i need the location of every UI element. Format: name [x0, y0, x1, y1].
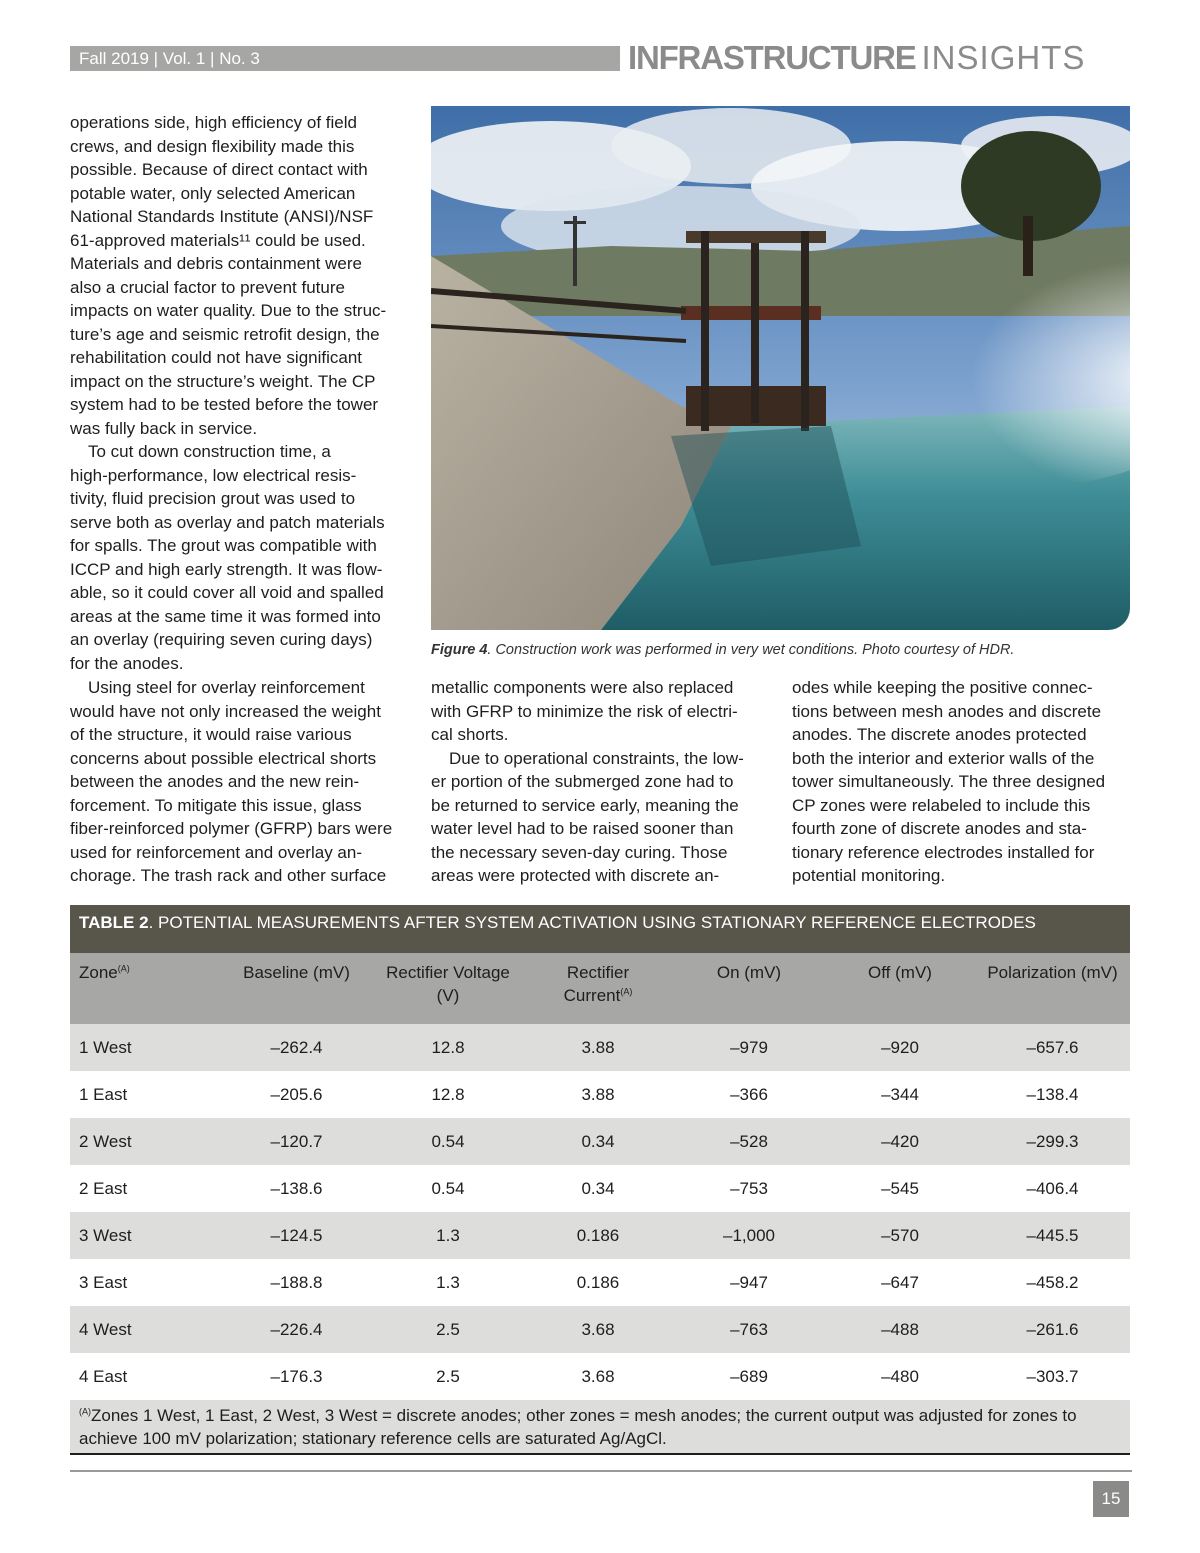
table-cell: –979	[673, 1024, 825, 1071]
text-line: areas were protected with discrete an-	[431, 866, 720, 885]
text-line: concerns about possible electrical shorts	[70, 748, 377, 768]
measurements-table	[70, 953, 1130, 1400]
table-row	[70, 1212, 1130, 1259]
text-line: ture’s age and seismic retrofit design, the	[70, 324, 380, 344]
table-cell: –120.7	[220, 1118, 373, 1165]
table-cell: 1.3	[373, 1212, 523, 1259]
header-rectifier-current: Rectifier Current$^{(A)}$	[523, 953, 673, 1024]
text-line: chorage. The trash rack and other surface	[70, 866, 387, 885]
table-cell: –689	[673, 1353, 825, 1400]
text-line: tower simultaneously. The three designed	[792, 772, 1106, 791]
table-row	[70, 1118, 1130, 1165]
table-title	[70, 905, 1130, 953]
table-header-row	[70, 953, 1130, 1024]
table-cell: –138.6	[220, 1165, 373, 1212]
table-cell: –262.4	[220, 1024, 373, 1071]
table-cell: 3.68	[523, 1306, 673, 1353]
text-line: for spalls. The grout was compatible with	[70, 536, 377, 555]
text-line: of the structure, it would raise various	[70, 725, 352, 744]
text-line: er portion of the submerged zone had to	[431, 772, 734, 791]
table-row	[70, 1024, 1130, 1071]
table-cell: –545	[825, 1165, 975, 1212]
table-cell: 0.54	[373, 1165, 523, 1212]
text-line: would have not only increased the weight	[70, 701, 381, 721]
table-cell: 0.54	[373, 1118, 523, 1165]
table-cell: 0.34	[523, 1118, 673, 1165]
text-line: serve both as overlay and patch materials	[70, 512, 385, 532]
table-cell: –420	[825, 1118, 975, 1165]
text-line: fiber-reinforced polymer (GFRP) bars were	[70, 819, 393, 838]
header-off: Off (mV)	[825, 953, 975, 1024]
table-cell: 3.88	[523, 1071, 673, 1118]
text-line: cal shorts.	[431, 725, 509, 744]
header-baseline: Baseline (mV)	[220, 953, 373, 1024]
table-row	[70, 1306, 1130, 1353]
text-line: with GFRP to minimize the risk of electri-	[431, 701, 738, 721]
text-line: for the anodes.	[70, 653, 184, 673]
table-cell: 4 West	[70, 1306, 220, 1353]
text-line: tivity, fluid precision grout was used to	[70, 489, 356, 508]
text-line: Using steel for overlay reinforcement	[88, 678, 365, 697]
text-line: forcement. To mitigate this issue, glass	[70, 795, 362, 815]
text-line: high-performance, low electrical resis-	[70, 465, 357, 485]
text-line: To cut down construction time, a	[88, 442, 331, 461]
table-title-text: . POTENTIAL MEASUREMENTS AFTER SYSTEM ACTIVATION USING STATIONARY REFERENCE ELECTRODES	[148, 913, 1036, 932]
table-cell: –528	[673, 1118, 825, 1165]
table-cell: –188.8	[220, 1259, 373, 1306]
text-line: metallic components were also replaced	[431, 678, 734, 697]
text-line: tionary reference electrodes installed for	[792, 842, 1095, 862]
left-column-bottom	[70, 676, 415, 888]
table-cell: 2.5	[373, 1306, 523, 1353]
text-line: possible. Because of direct contact with	[70, 160, 368, 179]
table-cell: 12.8	[373, 1071, 523, 1118]
table-title-label: TABLE 2	[79, 913, 149, 932]
header-on: On (mV)	[673, 953, 825, 1024]
text-line: an overlay (requiring seven curing days)	[70, 630, 373, 649]
table-row	[70, 1165, 1130, 1212]
text-line: potable water, only selected American	[70, 183, 356, 203]
text-line: between the anodes and the new rein-	[70, 772, 360, 791]
text-line: 61-approved materials¹¹ could be used.	[70, 230, 366, 250]
table-cell: 3 West	[70, 1212, 220, 1259]
table-cell: –205.6	[220, 1071, 373, 1118]
footer-rule	[70, 1470, 1132, 1472]
table-cell: –1,000	[673, 1212, 825, 1259]
page-number: 15	[1093, 1481, 1129, 1517]
table-cell: 2 West	[70, 1118, 220, 1165]
table-cell: 3.68	[523, 1353, 673, 1400]
table-cell: 3.88	[523, 1024, 673, 1071]
table-cell: 2.5	[373, 1353, 523, 1400]
text-line: odes while keeping the positive connec-	[792, 678, 1093, 697]
table-cell: –261.6	[975, 1306, 1130, 1353]
right-column	[792, 676, 1132, 888]
table-cell: –488	[825, 1306, 975, 1353]
text-line: National Standards Institute (ANSI)/NSF	[70, 207, 374, 226]
text-line: ICCP and high early strength. It was flow-	[70, 559, 383, 579]
table-cell: 0.34	[523, 1165, 673, 1212]
text-line: impacts on water quality. Due to the struc-	[70, 301, 387, 320]
text-line: potential monitoring.	[792, 866, 946, 885]
text-line: tions between mesh anodes and discrete	[792, 701, 1102, 721]
text-line: both the interior and exterior walls of the	[792, 748, 1095, 768]
header-polarization: Polarization (mV)	[975, 953, 1130, 1024]
table-cell: –920	[825, 1024, 975, 1071]
header-rectifier-voltage: Rectifier Voltage (V)	[373, 953, 523, 1024]
table-cell: –226.4	[220, 1306, 373, 1353]
table-cell: –763	[673, 1306, 825, 1353]
table-cell: –303.7	[975, 1353, 1130, 1400]
masthead-strong: INFRASTRUCTURE	[628, 39, 916, 76]
text-line: was fully back in service.	[70, 418, 258, 438]
table-row	[70, 1071, 1130, 1118]
text-line: CP zones were relabeled to include this	[792, 795, 1091, 815]
table-cell: –344	[825, 1071, 975, 1118]
table-row	[70, 1353, 1130, 1400]
text-line: anodes. The discrete anodes protected	[792, 725, 1087, 744]
text-line: crews, and design flexibility made this	[70, 136, 355, 156]
text-line: able, so it could cover all void and spalled	[70, 583, 384, 602]
text-line: water level had to be raised sooner than	[431, 819, 734, 838]
text-line: impact on the structure’s weight. The CP	[70, 371, 376, 391]
table-cell: –570	[825, 1212, 975, 1259]
table-cell: –176.3	[220, 1353, 373, 1400]
table-cell: –406.4	[975, 1165, 1130, 1212]
masthead	[628, 38, 1085, 78]
text-line: rehabilitation could not have significant	[70, 348, 363, 367]
table-cell: 3 East	[70, 1259, 220, 1306]
paragraph	[70, 440, 415, 675]
paragraph	[70, 111, 415, 440]
text-line: the necessary seven-day curing. Those	[431, 842, 728, 862]
table-cell: –366	[673, 1071, 825, 1118]
table-cell: 2 East	[70, 1165, 220, 1212]
table-row	[70, 1259, 1130, 1306]
text-line: also a crucial factor to prevent future	[70, 277, 345, 297]
table-cell: 0.186	[523, 1212, 673, 1259]
table-note: $^{(A)}$Zones 1 West, 1 East, 2 West, 3 West = discrete anodes; other zones = mesh anodes; the current output was adjusted for zones to achieve 100 mV polarization; stationary reference cells are saturated Ag/AgCl.	[70, 1400, 1130, 1455]
masthead-light: INSIGHTS	[921, 39, 1086, 76]
table-cell: –947	[673, 1259, 825, 1306]
table-cell: –647	[825, 1259, 975, 1306]
data-table	[70, 905, 1130, 1455]
table-cell: –299.3	[975, 1118, 1130, 1165]
text-line: Due to operational constraints, the low-	[449, 748, 744, 768]
middle-column	[431, 676, 776, 888]
table-cell: 1 East	[70, 1071, 220, 1118]
figure-label: Figure 4	[431, 642, 488, 658]
issue-label: Fall 2019 | Vol. 1 | No. 3	[79, 49, 260, 68]
figure-caption-text: . Construction work was performed in very wet conditions. Photo courtesy of HDR.	[487, 642, 1015, 658]
text-line: system had to be tested before the tower	[70, 395, 379, 414]
table-cell: 1.3	[373, 1259, 523, 1306]
text-line: areas at the same time it was formed into	[70, 606, 381, 626]
text-line: operations side, high efficiency of field	[70, 113, 357, 132]
table-cell: –138.4	[975, 1071, 1130, 1118]
table-cell: 4 East	[70, 1353, 220, 1400]
table-cell: 12.8	[373, 1024, 523, 1071]
figure-caption	[431, 640, 1014, 660]
table-cell: –753	[673, 1165, 825, 1212]
text-line: used for reinforcement and overlay an-	[70, 842, 362, 862]
text-line: fourth zone of discrete anodes and sta-	[792, 819, 1087, 838]
table-cell: –445.5	[975, 1212, 1130, 1259]
table-cell: –657.6	[975, 1024, 1130, 1071]
figure-photo	[431, 106, 1130, 630]
text-line: be returned to service early, meaning the	[431, 795, 739, 815]
header-zone: Zone$^{(A)}$	[70, 953, 220, 1024]
table-cell: –124.5	[220, 1212, 373, 1259]
left-column-top	[70, 111, 415, 675]
table-cell: –458.2	[975, 1259, 1130, 1306]
table-cell: 0.186	[523, 1259, 673, 1306]
text-line: Materials and debris containment were	[70, 254, 362, 273]
table-cell: –480	[825, 1353, 975, 1400]
photo-illustration	[431, 106, 1130, 630]
table-cell: 1 West	[70, 1024, 220, 1071]
